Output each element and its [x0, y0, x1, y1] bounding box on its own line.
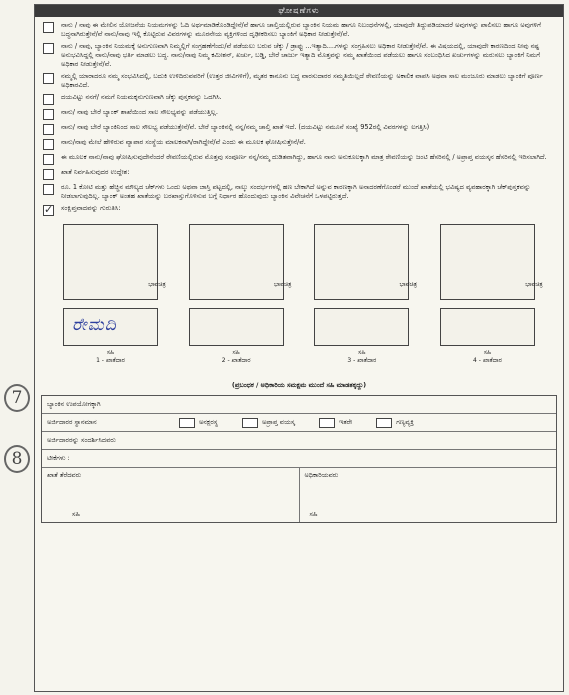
sign-label: ಸಹಿ	[232, 349, 240, 356]
declaration-text: ನಮ್ಮಲ್ಲಿ ಯಾರಾದರೂ ನಮ್ಮ ಸಂಭವಿಸಿದಲ್ಲಿ, ಬದುಕಿ ಉಳಿದಿರುವವರಿಗೆ (ಉತ್ತರ ಜೀವಿಗಳಿಗೆ), ಮೃತರ ಕಾನೂನು ಬದ್ಧ ವಾರಸುದಾರರ ಸಮ್ಮತಿಯಿಲ್ಲದೆ ಠೇವಣಿಯನ್ನು ಅಕಾಲಿಕ ವಾಪಸಿ ಅಥವಾ ಸಾಲ ಮಂಜೂರು ಮಾಡಲು ಬ್ಯಾಂಕಿಗೆ ಪೂರ್ಣ ಅಧಿಕಾರವಿದೆ.	[61, 72, 543, 89]
declaration-checkbox[interactable]	[43, 139, 54, 150]
bank-note: (ಪ್ರಬಂಧಕ / ಅಧಿಕಾರಿಯ ಸಮಕ್ಷಮ ಮುಂದೆ ಸಹಿ ಮಾಡತಕ್ಕದ್ದು)	[231, 381, 367, 389]
photo-label: ಭಾವಚಿತ್ರ	[148, 281, 166, 288]
signature-caption	[314, 349, 409, 365]
status-checkbox[interactable]	[242, 418, 258, 428]
declaration-item	[43, 168, 555, 180]
applicant-column	[189, 224, 292, 365]
signature-handwriting: ರೇಮದಿ	[72, 315, 117, 335]
photo-signature-section	[35, 224, 563, 365]
declaration-item	[43, 93, 555, 105]
applicant-status-row	[42, 414, 556, 432]
declaration-item	[43, 108, 555, 120]
declaration-text: ದಯವಿಟ್ಟು ನನಗೆ/ ನಮಗೆ ನಿಯಮಕ್ಕನುಗುಣವಾಗಿ ಚೆಕ್ಕು ಪುಸ್ತಕವನ್ನು ಒದಗಿಸಿ.	[61, 93, 222, 101]
declaration-text: ನಾನು / ನಾವು ಈ ಮೇಲಿನ ಯೋಜನೆಯ ನಿಯಮಗಳನ್ನು ಓದಿ ಅರ್ಥಮಾಡಿಕೊಂಡಿದ್ದೇನೆ/ವೆ ಹಾಗೂ ಚಾಲ್ತಿಯಲ್ಲಿರುವ ಬ್ಯಾಂಕಿನ ನಿಯಮ ಹಾಗೂ ನಿಬಂಧನೆಗಳಲ್ಲಿ, ಯಾವುದೇ ತಿದ್ದುಪಡಿಯಾದರೆ ಅವುಗಳನ್ನು ಪಾಲಿಸಲು ಹಾಗೂ ಅವುಗಳಿಗೆ ಬದ್ಧನಾಗಿರುತ್ತೇನೆ/ವೆ ನಾನು/ನಾವು ಇಲ್ಲಿ ಕೊಟ್ಟಿರುವ ವಿವರಗಳನ್ನು ಮೂರನೇಯ ವ್ಯಕ್ತಿಗಳಿಂದ ದೃಢೀಕರಿಸಲು ಬ್ಯಾಂಕಿಗೆ ಅಧಿಕಾರ ನೀಡುತ್ತೇನೆ/ವೆ.	[61, 21, 541, 38]
photo-box[interactable]	[440, 224, 543, 300]
declaration-checkbox[interactable]	[43, 169, 54, 180]
applicant-column	[440, 224, 543, 365]
opened-by-sign: ಸಹಿ	[72, 510, 80, 518]
declaration-text: ನಾನು/ ನಾವು ಬೇರೆ ಬ್ಯಾಂಕ್ ಶಾಖೆಯಿಂದ ಸಾಲ ಸೌಲಭ್ಯವನ್ನು ಪಡೆಯುತ್ತಿಲ್ಲ.	[61, 108, 218, 116]
holder-label: 3 - ಖಾತೆದಾರ	[347, 357, 377, 364]
photo-label: ಭಾವಚಿತ್ರ	[525, 281, 543, 288]
status-option[interactable]	[376, 418, 414, 428]
declaration-checkbox[interactable]	[43, 73, 54, 84]
remarks-row[interactable]: ಟೀಕೆಗಳು :	[42, 450, 556, 468]
interviewed-row: ಅರ್ಜಿದಾರರನ್ನು ಸಂದರ್ಶಿಸಿದವರು	[42, 432, 556, 450]
status-label: ಅರ್ಜಿದಾರರ ಸ್ಥಾನಮಾನ	[47, 418, 97, 426]
declaration-checkbox[interactable]	[43, 154, 54, 165]
declarations-list	[35, 17, 563, 216]
declaration-item	[43, 183, 555, 201]
holder-label: 2 - ಖಾತೆದಾರ	[221, 357, 251, 364]
declaration-checkbox[interactable]	[43, 184, 54, 195]
signature-box[interactable]	[63, 308, 158, 346]
declaration-text: ಈ ಮೂಲಕ ನಾನು/ನಾವು ಘೋಷಿಸುವುದೇನೆಂದರೆ ಠೇವಣಿಯಲ್ಲಿರುವ ಮೊತ್ತವು ಸಂಪೂರ್ಣ ನನ್ನ/ನಮ್ಮ ದುಡಿತವಾಗಿದ್ದು, ಹಾಗೂ ನಾನು ಅನುಕೂಲಕ್ಕಾಗಿ ಮಾತ್ರ ಠೇವಣಿಯನ್ನು ಜಂಟಿ ಹೆಸರಿನಲ್ಲಿ / ಅಪ್ರಾಪ್ತ ವಯಸ್ಕನ ಹೆಸರಿನಲ್ಲಿ ಇರಿಸಲಾಗಿದೆ.	[61, 153, 547, 161]
declaration-item	[43, 153, 555, 165]
declaration-checkbox[interactable]	[43, 205, 54, 216]
officer-sign: ಸಹಿ	[309, 510, 318, 518]
photo-box[interactable]	[189, 224, 292, 300]
officer-label: ಅಧಿಕಾರಿಯವರು	[304, 471, 339, 479]
declaration-item	[43, 123, 555, 135]
holder-label: 4 - ಖಾತೆದಾರ	[473, 357, 502, 364]
declaration-item	[43, 72, 555, 90]
declaration-item	[43, 21, 555, 39]
photo-label: ಭಾವಚಿತ್ರ	[399, 281, 418, 288]
declaration-checkbox[interactable]	[43, 94, 54, 105]
margin-mark-8: 8	[4, 445, 30, 473]
signature-caption	[440, 349, 535, 365]
declaration-checkbox[interactable]	[43, 109, 54, 120]
signature-box[interactable]	[314, 308, 409, 346]
photo-box[interactable]	[63, 224, 166, 300]
declaration-item	[43, 42, 555, 69]
bank-use-table	[41, 395, 557, 523]
declaration-text: ರೂ. 1 ಕೋಟಿ ಮತ್ತು ಹೆಚ್ಚಿನ ಮೌಲ್ಯದ ಚೆಕ್‌ಗಳು ಒಂದು ಅಥವಾ ಜಾಸ್ತಿ ಪಟ್ಟದಲ್ಲಿ, ನಾಲ್ಕು ಸಂದರ್ಭಗಳಲ್ಲಿ ಹಣ ಬೇಕಾಗಿದೆ ಅನ್ನುವ ಕಾರಣಕ್ಕಾಗಿ ಅನಾದರಣೆಗೊಂಡರೆ ಮುಂದೆ ಖಾತೆಯಲ್ಲಿ ಭವಿಷ್ಯದ ವ್ಯವಹಾರಕ್ಕಾಗಿ ಚೆಕ್‌ಪುಸ್ತಕವನ್ನು ನೀಡಲಾಗುವುದಿಲ್ಲ. ಬ್ಯಾಂಕ್ ಅಂತಹ ಖಾತೆಯನ್ನು ಬರಖಾಸ್ತುಗೊಳಿಸುವ ಬಗ್ಗೆ ನಿರ್ಧಾರ ಹೊಂದುವುದು ಬ್ಯಾಂಕಿನ ವಿವೇಚನೆಗೆ ಒಳಪಟ್ಟಿರುತ್ತದೆ.	[61, 183, 531, 200]
declaration-checkbox[interactable]	[43, 43, 54, 54]
declaration-text: ನಾನು/ ನಾವು ಬೇರೆ ಬ್ಯಾಂಕಿನಿಂದ ಸಾಲ ಸೌಲಭ್ಯ ಪಡೆಯುತ್ತೇನೆ/ವೆ. ಬೇರೆ ಬ್ಯಾಂಕಿನಲ್ಲಿ ನನ್ನ/ನಮ್ಮ ಚಾಲ್ತಿ ಖಾತೆ ಇದೆ. (ದಯವಿಟ್ಟು ನಮೂನೆ ಸಂಖ್ಯೆ 952ರಲ್ಲಿ ವಿವರಗಳನ್ನು ಲಗತ್ತಿಸಿ)	[61, 123, 430, 131]
declaration-text: ನಾನು / ನಾವು, ಬ್ಯಾಂಕಿನ ನಿಯಮಕ್ಕೆ ಅನುಗುಣವಾಗಿ ನಿಮ್ಮಲ್ಲಿಗೆ ಸಂಗ್ರಹಣೆಗೆಂದು/ವೆ ಪಡೆಯಲು ಬರುವ ಚೆಕ್ಕು / ಡ್ರಾಫ್ಟು ...ಇತ್ಯಾದಿ....ಗಳನ್ನು ಸಂಗ್ರಹಿಸಲು ಅಧಿಕಾರ ನೀಡುತ್ತೇನೆ/ವೆ. ಈ ವಿಷಯದಲ್ಲಿ, ಯಾವುದೇ ಕಾರಣದಿಂದ ನೀವು ನಷ್ಟ ಅನುಭವಿಸಿದ್ದಲ್ಲಿ ನಾನು/ನಾವು ಭರ್ತಿ ಮಾಡಲು ಬದ್ಧ. ನಾನು/ನಾವು ನಿಮ್ಮ ಕಮೀಶನ್, ಖರ್ಚು, ಬಡ್ಡಿ, ಬೇರೆ ಚಾರ್ಜು ಇತ್ಯಾದಿ ಮೊತ್ತವನ್ನು ನಮ್ಮ ಖಾತೆಯಿಂದ ಪಡೆಯಲು ಹಾಗೂ ಸಂಬಂಧಿಸಿದ ಖರ್ಚುಗಳನ್ನು ಮರುಸಲು ಬ್ಯಾಂಕಿಗೆ ನಿಮಗೆ ಅಧಿಕಾರ ನೀಡುತ್ತೇನೆ/ವೆ.	[61, 42, 541, 68]
signature-box[interactable]	[189, 308, 284, 346]
applicant-column	[63, 224, 166, 365]
declaration-checkbox[interactable]	[43, 22, 54, 33]
form-sheet	[34, 4, 564, 692]
applicant-column	[314, 224, 418, 365]
status-option-label: ಅನಕ್ಷರಸ್ಥ	[199, 418, 218, 426]
officer-cell[interactable]	[300, 468, 557, 522]
opened-by-label: ಖಾತೆ ತೆರೆದವರು	[47, 471, 82, 479]
bank-use-title: ಬ್ಯಾಂಕಿನ ಉಪಯೋಗಕ್ಕಾಗಿ	[42, 396, 556, 414]
declaration-text: ಖಾತೆ ನಿರ್ವಹಿಸುವುದರ ಉದ್ದೇಶ:	[61, 168, 130, 176]
status-checkbox[interactable]	[179, 418, 195, 428]
declaration-item	[43, 138, 555, 150]
sign-label: ಸಹಿ	[358, 349, 366, 356]
photo-label: ಭಾವಚಿತ್ರ	[273, 281, 292, 288]
photo-box[interactable]	[314, 224, 418, 300]
status-option[interactable]	[242, 418, 295, 428]
signature-box[interactable]	[440, 308, 535, 346]
sign-label: ಸಹಿ	[483, 349, 492, 356]
declaration-checkbox[interactable]	[43, 124, 54, 135]
signature-caption	[63, 349, 158, 365]
status-option-label: ಗಣ್ಯವ್ಯಕ್ತಿ	[396, 418, 414, 426]
declaration-text: ಸಂಕ್ಷಿಪ್ತವಾದವನ್ನು ಗುರುತಿಸಿ:	[61, 204, 121, 212]
status-checkbox[interactable]	[376, 418, 392, 428]
declaration-item	[43, 204, 555, 216]
status-option[interactable]	[319, 418, 352, 428]
status-option-label: ಅಪ್ರಾಪ್ತ ವಯಸ್ಕ	[261, 418, 295, 426]
status-checkbox[interactable]	[319, 418, 335, 428]
opened-by-cell[interactable]	[42, 468, 300, 522]
opened-by-row	[42, 468, 556, 522]
sign-label: ಸಹಿ	[106, 349, 115, 356]
signature-caption	[189, 349, 284, 365]
status-option[interactable]	[179, 418, 218, 428]
margin-mark-7: 7	[4, 384, 30, 412]
status-option-label: ಇತರೇ	[339, 418, 353, 426]
section-header: ಘೋಷಣೆಗಳು	[35, 5, 563, 17]
holder-label: 1 - ಖಾತೆದಾರ	[96, 357, 125, 364]
declaration-text: ನಾನು/ನಾವು ಮೇಲೆ ಹೇಳಿರುವ ವ್ಯಾಪಾರ ಸಂಸ್ಥೆಯ ಮಾಲಕನಾಗಿ/ರಾಗಿದ್ದೇನೆ/ವೆ ಎಂದು ಈ ಮೂಲಕ ಘೋಷಿಸುತ್ತೇನೆ/ವೆ.	[61, 138, 306, 146]
